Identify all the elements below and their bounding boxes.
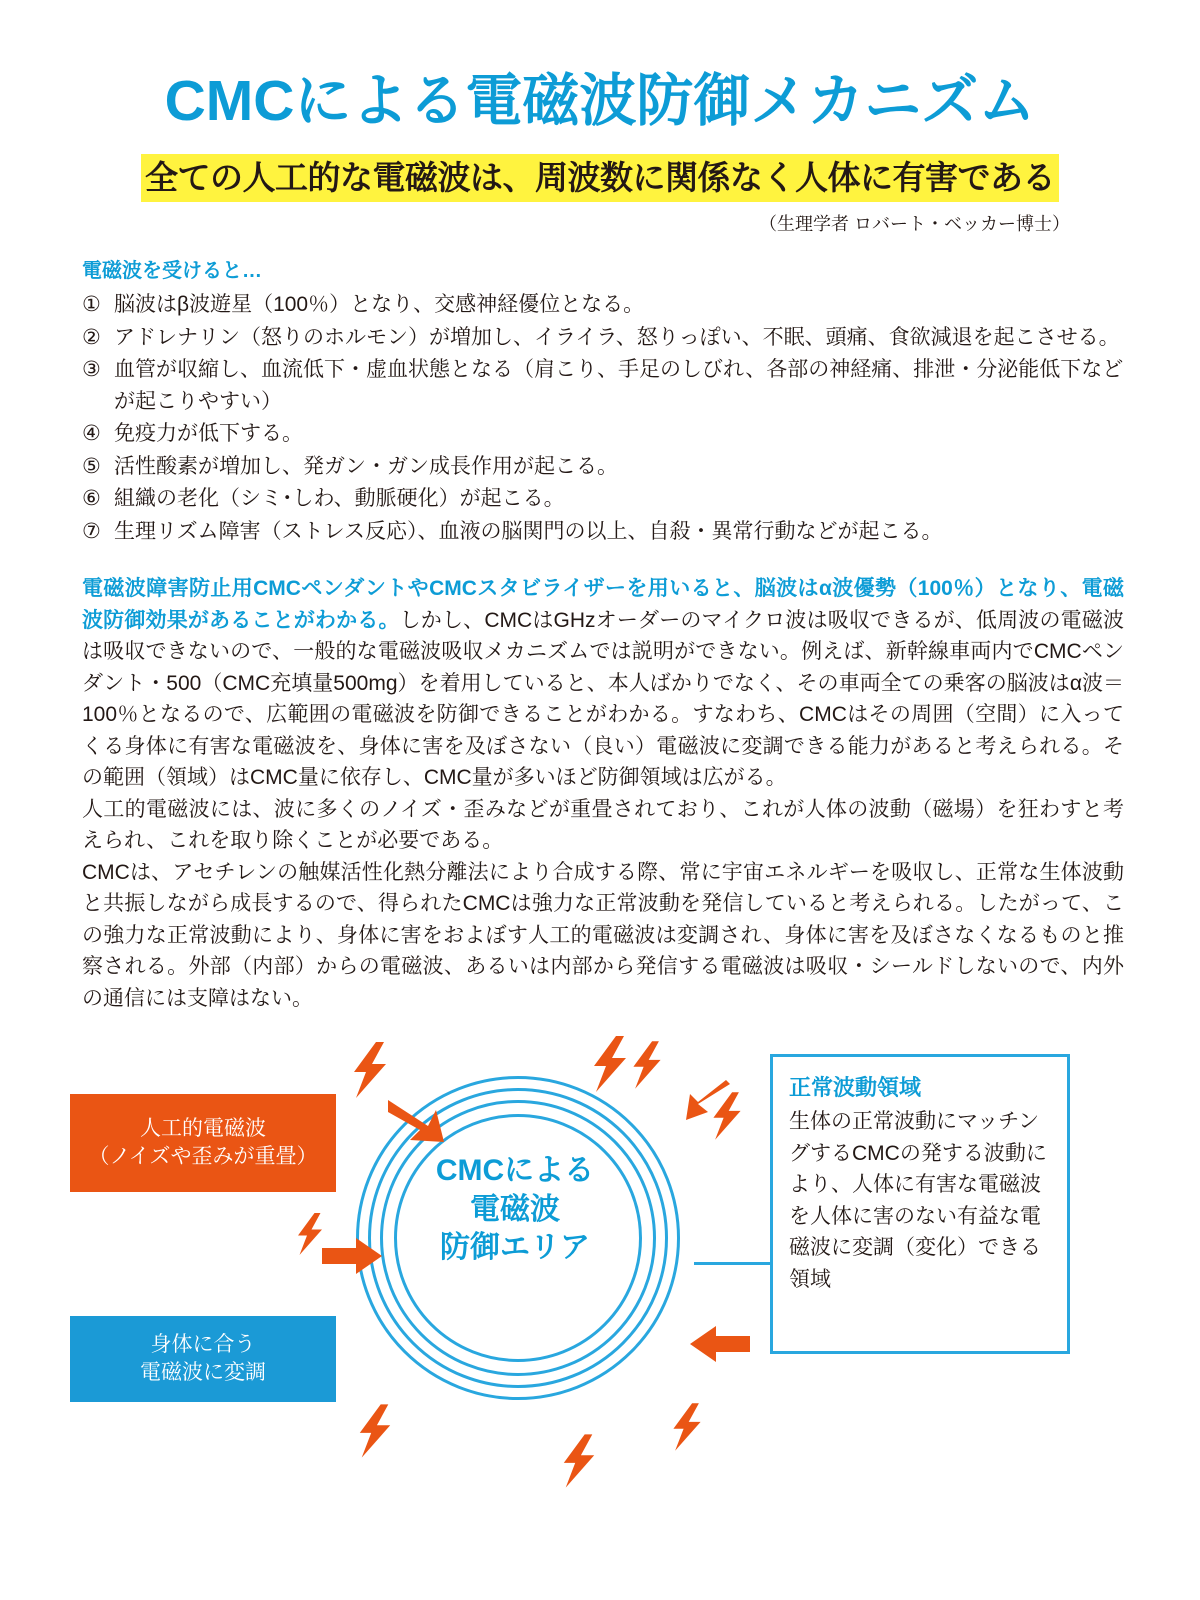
list-item-label: 活性酸素が増加し、発ガン・ガン成長作用が起こる。	[114, 454, 618, 478]
source-box-line-2: （ノイズや歪みが重畳）	[88, 1145, 318, 1169]
lightning-bolt-icon	[560, 1434, 598, 1488]
effects-heading: 電磁波を受けると…	[82, 260, 262, 283]
list-item-number: ⑥	[82, 487, 101, 511]
list-item-number: ①	[82, 293, 101, 317]
list-item	[82, 322, 1130, 354]
list-item-number: ⑤	[82, 454, 101, 478]
inward-arrow-icon	[690, 1326, 750, 1362]
inward-arrow-icon	[322, 1238, 382, 1274]
body-text	[70, 573, 1130, 1014]
list-item	[82, 418, 1130, 450]
circle-label-line-1: CMCによる	[435, 1154, 595, 1188]
list-item-number: ④	[82, 422, 101, 446]
lightning-bolt-icon	[356, 1404, 394, 1458]
attribution: （生理学者 ロバート・ベッカー博士）	[759, 214, 1070, 235]
list-item-number: ③	[82, 358, 101, 382]
list-item	[82, 483, 1130, 515]
connector-line	[694, 1262, 772, 1265]
lightning-bolt-icon	[670, 1402, 704, 1452]
list-item-label: アドレナリン（怒りのホルモン）が増加し、イライラ、怒りっぽい、不眠、頭痛、食欲減退を起こさせる。	[114, 325, 1120, 349]
source-box-line-1: 人工的電磁波	[140, 1117, 266, 1141]
list-item	[82, 451, 1130, 483]
circle-label-line-3: 防御エリア	[440, 1231, 590, 1265]
list-item	[82, 354, 1130, 417]
list-item-label: 組織の老化（シミ･しわ、動脈硬化）が起こる。	[114, 487, 565, 511]
lightning-bolt-icon	[590, 1036, 630, 1092]
list-item-number: ⑦	[82, 519, 101, 543]
list-item	[82, 516, 1130, 548]
inward-arrow-icon	[686, 1080, 730, 1124]
circle-label-line-2: 電磁波	[470, 1192, 560, 1226]
list-item-label: 脳波はβ波遊星（100％）となり、交感神経優位となる。	[114, 293, 645, 317]
paragraph-2: 人工的電磁波には、波に多くのノイズ・歪みなどが重畳されており、これが人体の波動（磁場）を狂わすと考えられ、これを取り除くことが必要である。	[82, 797, 1124, 853]
list-item-number: ②	[82, 325, 101, 349]
circle-label	[400, 1152, 630, 1267]
lightning-bolt-icon	[295, 1212, 325, 1256]
info-box-text: 生体の正常波動にマッチングするCMCの発する波動により、人体に有害な電磁波を人体に害のない有益な電磁波に変調（変化）できる領域	[789, 1110, 1047, 1291]
lightning-bolt-icon	[630, 1040, 664, 1090]
result-box-line-1: 身体に合う	[150, 1333, 256, 1357]
subtitle-highlight: 全ての人工的な電磁波は、周波数に関係なく人体に有害である	[141, 154, 1059, 203]
info-box-title: 正常波動領域	[789, 1075, 922, 1101]
diagram	[70, 1034, 1130, 1554]
page-title: CMCによる電磁波防御メカニズム	[164, 69, 1036, 133]
list-item-label: 血管が収縮し、血流低下・虚血状態となる（肩こり、手足のしびれ、各部の神経痛、排泄・分泌能低下などが起こりやすい）	[114, 358, 1124, 413]
paragraph-1	[82, 573, 1124, 794]
inward-arrow-icon	[388, 1096, 448, 1144]
paragraph-3: CMCは、アセチレンの触媒活性化熱分離法により合成する際、常に宇宙エネルギーを吸収し、正常な生体波動と共振しながら成長するので、得られたCMCは強力な正常波動を発信していると考えられる。したがって、この強力な正常波動により、身体に害をおよぼす人工的電磁波は変調され、身体に害を及ぼさなくなるものと推察される。外部（内部）からの電磁波、あるいは内部から発信する電磁波は吸収・シールドしないので、内外の通信には支障はない。	[82, 860, 1124, 1010]
list-item-label: 生理リズム障害（ストレス反応）、血液の脳関門の以上、自殺・異常行動などが起こる。	[114, 519, 943, 543]
info-box	[770, 1054, 1070, 1354]
source-box	[70, 1094, 336, 1192]
subtitle-container	[70, 154, 1130, 203]
paragraph-1-rest: しかし、CMCはGHzオーダーのマイクロ波は吸収できるが、低周波の電磁波は吸収できないので、一般的な電磁波吸収メカニズムでは説明ができない。例えば、新幹線車両内でCMCペンダント・500（CMC充填量500mg）を着用していると、本人ばかりでなく、その車両全ての乗客の脳波はα波＝100％となるので、広範囲の電磁波を防御できることがわかる。すなわち、CMCはその周囲（空間）に入ってくる身体に有害な電磁波を、身体に害を及ぼさない（良い）電磁波に変調できる能力があると考えられる。その範囲（領域）はCMC量に依存し、CMC量が多いほど防御領域は広がる。	[82, 608, 1125, 790]
list-item-label: 免疫力が低下する。	[114, 422, 303, 446]
result-box-line-2: 電磁波に変調	[140, 1361, 266, 1385]
list-item	[82, 289, 1130, 321]
paragraph-1-highlight: 電磁波障害防止用CMCペンダントやCMCスタビライザーを用いると、脳波はα波優勢（100％）となり、電磁波防御効果があることがわかる。	[82, 577, 1124, 632]
effects-list	[70, 289, 1130, 547]
lightning-bolt-icon	[350, 1042, 390, 1098]
result-box	[70, 1316, 336, 1402]
